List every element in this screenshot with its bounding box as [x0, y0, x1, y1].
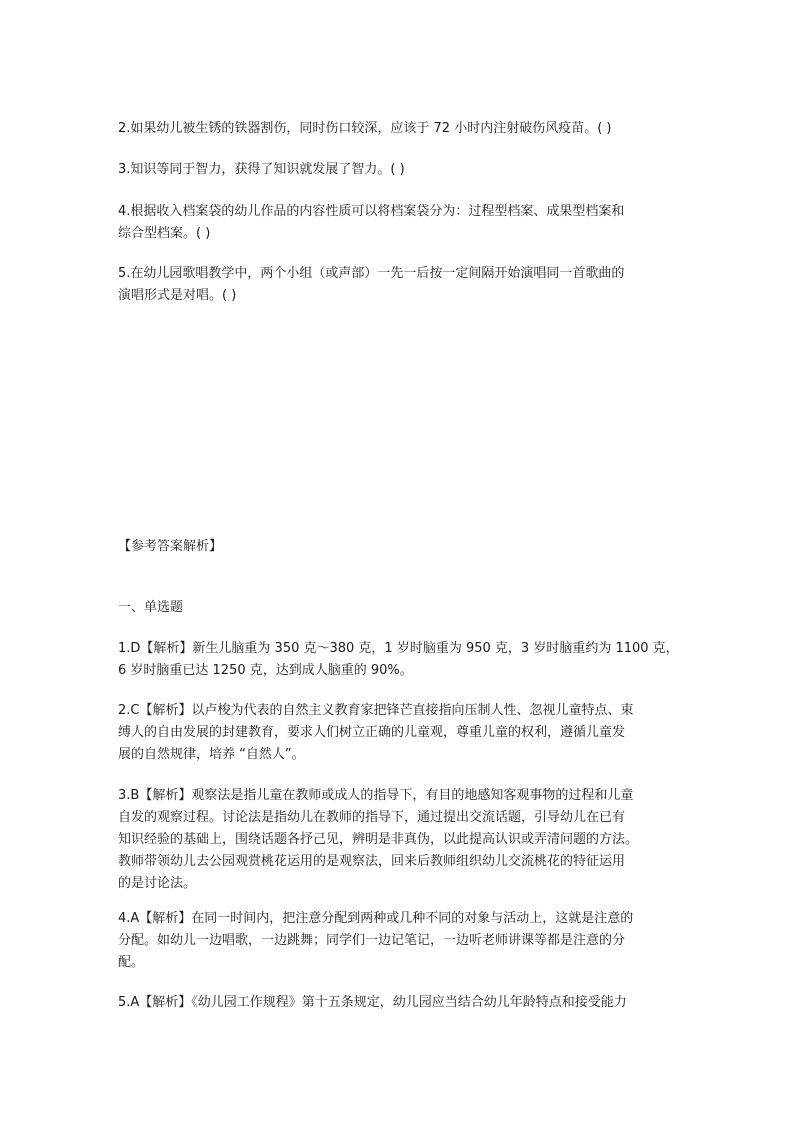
text-line: 展的自然规律，培养 “自然人”。 [118, 747, 305, 762]
answer-item-1 [118, 638, 686, 682]
text-line: 3.知识等同于智力，获得了知识就发展了智力。( ) [118, 162, 405, 177]
text-line: 4.根据收入档案袋的幼儿作品的内容性质可以将档案袋分为：过程型档案、成果型档案和 [118, 204, 625, 219]
text-line: 6 岁时脑重已达 1250 克，达到成人脑重的 90%。 [118, 663, 413, 678]
text-line: 自发的观察过程。讨论法是指幼儿在教师的指导下，通过提出交流话题，引导幼儿在已有 [118, 810, 626, 825]
text-line: 5.在幼儿园歌唱教学中，两个小组（或声部）一先一后按一定间隔开始演唱同一首歌曲的 [118, 266, 625, 281]
text-line: 2.C【解析】以卢梭为代表的自然主义教育家把锋芒直接指向压制人性、忽视儿童特点、束 [118, 703, 634, 718]
text-line: 分配。如幼儿一边唱歌，一边跳舞；同学们一边记笔记，一边听老师讲课等都是注意的分 [118, 933, 626, 948]
answer-item-3 [118, 785, 686, 895]
answer-item-4 [118, 908, 686, 974]
text-line: 的是讨论法。 [118, 876, 197, 891]
text-line: 缚人的自由发展的封建教育，要求人们树立正确的儿童观，尊重儿童的权利，遵循儿童发 [118, 725, 626, 740]
text-line: 1.D【解析】新生儿脑重为 350 克～380 克，1 岁时脑重为 950 克，3 岁时脑重约为 1100 克， [118, 641, 679, 656]
text-line: 4.A【解析】在同一时间内，把注意分配到两种或几种不同的对象与活动上，这就是注意的 [118, 911, 634, 926]
text-line: 配。 [118, 955, 145, 970]
text-line: 5.A【解析】《幼儿园工作规程》第十五条规定，幼儿园应当结合幼儿年龄特点和接受能力 [118, 995, 627, 1010]
answer-item-2 [118, 700, 686, 766]
question-3 [118, 159, 686, 181]
text-line: 3.B【解析】观察法是指儿童在教师或成人的指导下，有目的地感知客观事物的过程和儿童 [118, 788, 634, 803]
text-line: 教师带领幼儿去公园观赏桃花运用的是观察法，回来后教师组织幼儿交流桃花的特征运用 [118, 854, 626, 869]
answer-item-5 [118, 992, 686, 1014]
question-5 [118, 263, 686, 307]
text-line: 演唱形式是对唱。( ) [118, 288, 237, 303]
text-line: 综合型档案。( ) [118, 226, 211, 241]
answer-section-subtitle: 一、单选题 [118, 600, 184, 615]
answer-section-title: 【参考答案解析】 [118, 539, 223, 554]
question-2 [118, 118, 686, 140]
question-4 [118, 201, 686, 245]
text-line: 知识经验的基础上，围绕话题各抒己见，辨明是非真伪，以此提高认识或弄清问题的方法。 [118, 832, 639, 847]
text-line: 2.如果幼儿被生锈的铁器割伤，同时伤口较深，应该于 72 小时内注射破伤风疫苗。( ) [118, 121, 612, 136]
